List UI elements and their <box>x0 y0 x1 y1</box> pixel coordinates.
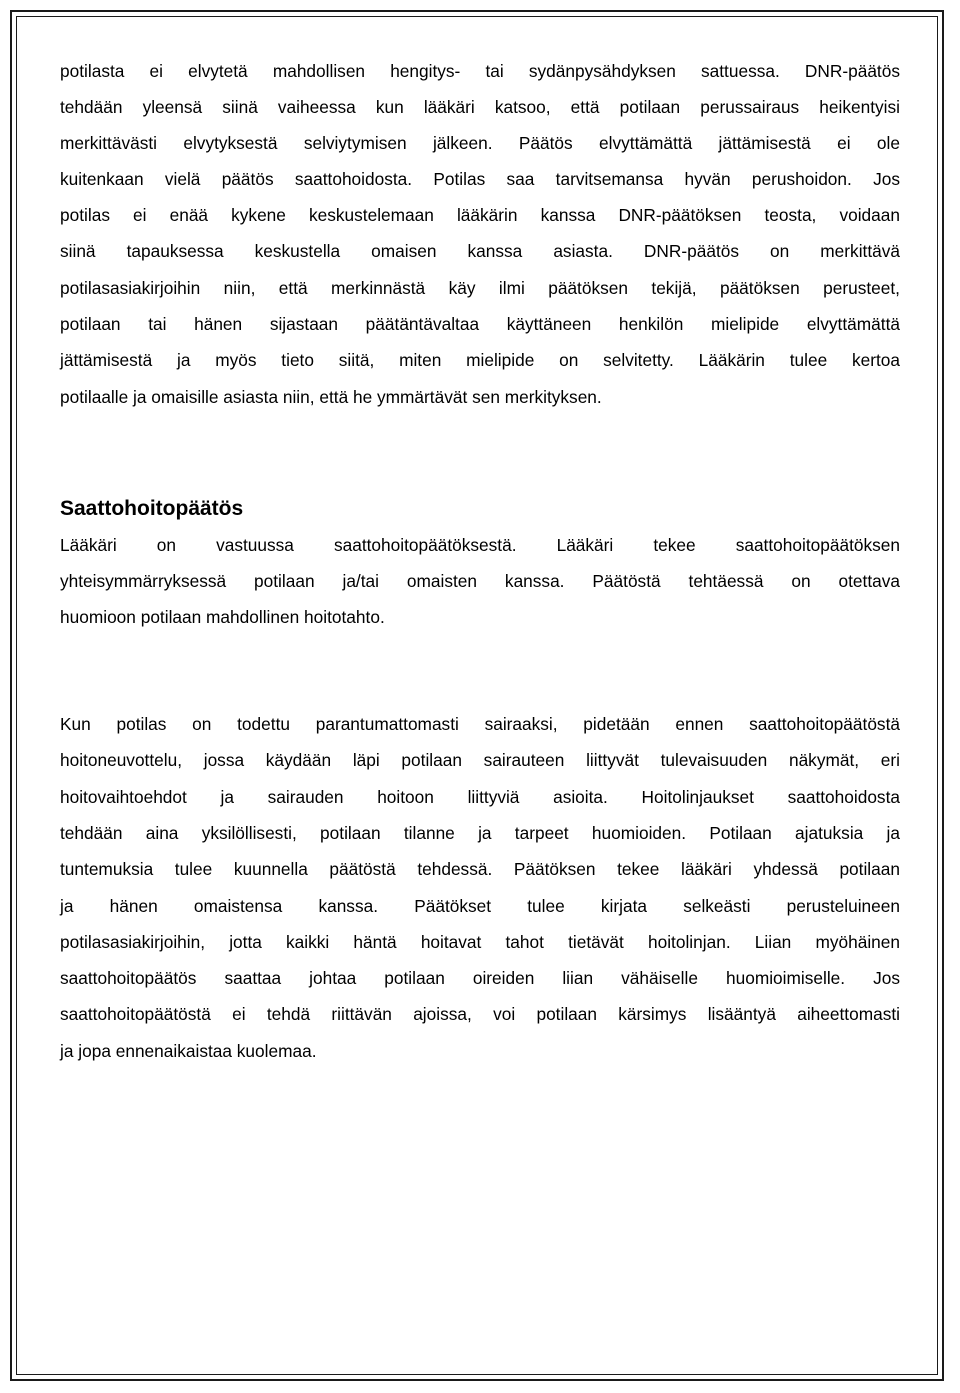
text-line: kuitenkaan vielä päätös saattohoidosta. Potilas saa tarvitsemansa hyvän perushoidon. Jos <box>60 169 900 189</box>
text-line: tehdään yleensä siinä vaiheessa kun lääkäri katsoo, että potilaan perussairaus heikentyisi <box>60 97 900 117</box>
text-line: siinä tapauksessa keskustella omaisen kanssa asiasta. DNR-päätös on merkittävä <box>60 241 900 261</box>
text-line: potilaan tai hänen sijastaan päätäntävaltaa käyttäneen henkilön mielipide elvyttämättä <box>60 314 900 334</box>
text-line: tuntemuksia tulee kuunnella päätöstä tehdessä. Päätöksen tekee lääkäri yhdessä potilaan <box>60 859 900 879</box>
section-heading: Saattohoitopäätös <box>60 497 244 520</box>
text-line: tehdään aina yksilöllisesti, potilaan tilanne ja tarpeet huomioiden. Potilaan ajatuksia ja <box>60 823 900 843</box>
text-line: saattohoitopäätös saattaa johtaa potilaan oireiden liian vähäiselle huomioimiselle. Jos <box>60 968 900 988</box>
text-line: Lääkäri on vastuussa saattohoitopäätöksestä. Lääkäri tekee saattohoitopäätöksen <box>60 535 900 555</box>
text-line: merkittävästi elvytyksestä selviytymisen jälkeen. Päätös elvyttämättä jättämisestä ei ole <box>60 133 900 153</box>
text-line: potilasasiakirjoihin, jotta kaikki häntä hoitavat tahot tietävät hoitolinjan. Liian myöhäinen <box>60 932 900 952</box>
text-line: potilasta ei elvytetä mahdollisen hengitys- tai sydänpysähdyksen sattuessa. DNR-päätös <box>60 61 900 81</box>
text-line: ja jopa ennenaikaistaa kuolemaa. <box>60 1041 317 1061</box>
text-line: hoitoneuvottelu, jossa käydään läpi potilaan sairauteen liittyvät tulevaisuuden näkymät, eri <box>60 750 900 770</box>
text-line: potilaalle ja omaisille asiasta niin, että he ymmärtävät sen merkityksen. <box>60 387 602 407</box>
text-line: potilasasiakirjoihin niin, että merkinnästä käy ilmi päätöksen tekijä, päätöksen perusteet, <box>60 278 900 298</box>
text-line: jättämisestä ja myös tieto siitä, miten mielipide on selvitetty. Lääkärin tulee kertoa <box>60 350 900 370</box>
text-line: saattohoitopäätöstä ei tehdä riittävän ajoissa, voi potilaan kärsimys lisääntyä aiheettomasti <box>60 1004 900 1024</box>
text-line: hoitovaihtoehdot ja sairauden hoitoon liittyviä asioita. Hoitolinjaukset saattohoidosta <box>60 787 900 807</box>
text-line: yhteisymmärryksessä potilaan ja/tai omaisten kanssa. Päätöstä tehtäessä on otettava <box>60 571 900 591</box>
text-line: huomioon potilaan mahdollinen hoitotahto. <box>60 607 385 627</box>
text-line: potilas ei enää kykene keskustelemaan lääkärin kanssa DNR-päätöksen teosta, voidaan <box>60 205 900 225</box>
text-line: Kun potilas on todettu parantumattomasti sairaaksi, pidetään ennen saattohoitopäätöstä <box>60 714 900 734</box>
text-line: ja hänen omaistensa kanssa. Päätökset tulee kirjata selkeästi perusteluineen <box>60 896 900 916</box>
